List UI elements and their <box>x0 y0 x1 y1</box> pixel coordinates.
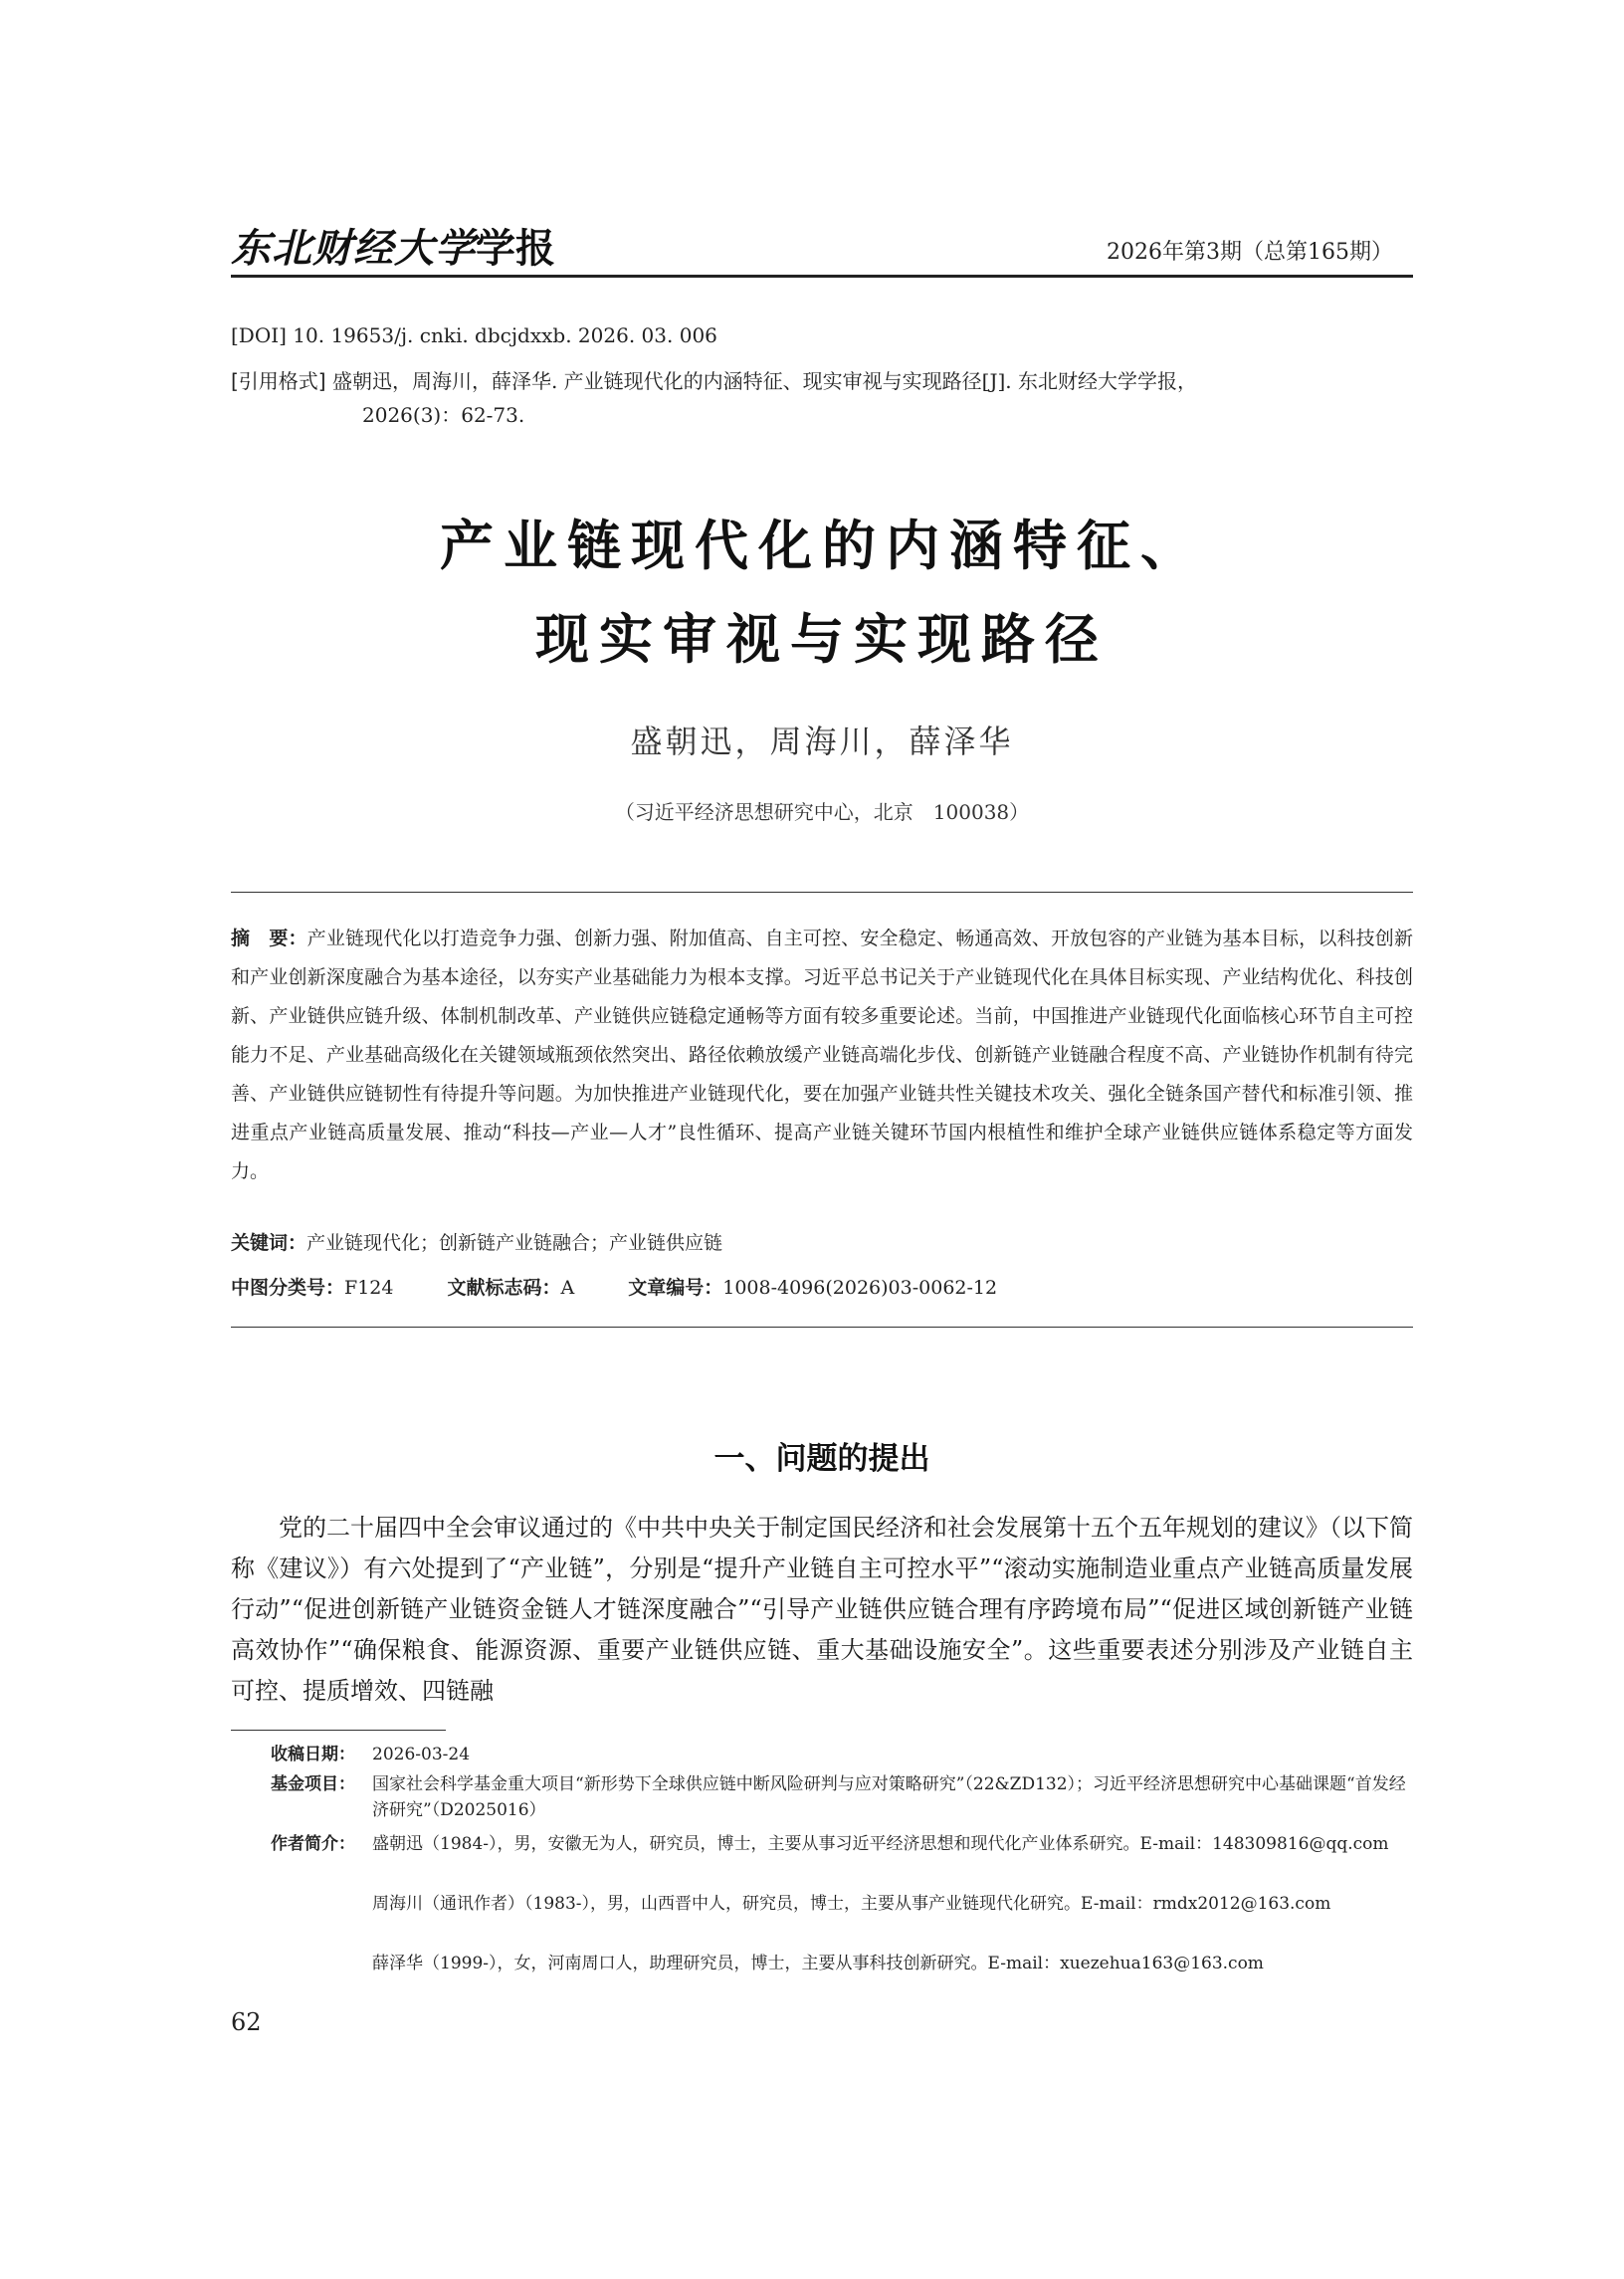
footnote-received <box>271 1742 1413 1767</box>
abstract-text: 产业链现代化以打造竞争力强、创新力强、附加值高、自主可控、安全稳定、畅通高效、开放包容的产业链为基本目标，以科技创新和产业创新深度融合为基本途径，以夯实产业基础能力为根本支撑。习近平总书记关于产业链现代化在具体目标实现、产业结构优化、科技创新、产业链供应链升级、体制机制改革、产业链供应链稳定通畅等方面有较多重要论述。当前，中国推进产业链现代化面临核心环节自主可控能力不足、产业基础高级化在关键领域瓶颈依然突出、路径依赖放缓产业链高端化步伐、创新链产业链融合程度不高、产业链协作机制有待完善、产业链供应链韧性有待提升等问题。为加快推进产业链现代化，要在加强产业链共性关键技术攻关、强化全链条国产替代和标准引领、推进重点产业链高质量发展、推动“科技—产业—人才”良性循环、提高产业链关键环节国内根植性和维护全球产业链供应链体系稳定等方面发力。 <box>231 928 1413 1182</box>
journal-name-stylized: 东北财经大学 <box>231 225 476 272</box>
page-number: 62 <box>231 2008 262 2036</box>
clc-label: 中图分类号： <box>231 1277 345 1299</box>
footnote-bio <box>271 1831 1413 1857</box>
bio-author-3: 薛泽华（1999-），女，河南周口人，助理研究员，博士，主要从事科技创新研究。E-mail：xuezehua163@163.com <box>372 1954 1264 1973</box>
keywords-label: 关键词： <box>231 1232 307 1254</box>
citation-continuation: 2026(3)：62-73. <box>362 403 525 427</box>
received-label: 收稿日期： <box>271 1745 355 1764</box>
citation-label: [引用格式] <box>231 369 326 393</box>
doi-line: [DOI] 10. 19653/j. cnki. dbcjdxxb. 2026. 03. 006 <box>231 323 717 347</box>
authors: 盛朝迅，周海川，薛泽华 <box>630 723 1014 760</box>
fund-value: 国家社会科学基金重大项目“新形势下全球供应链中断风险研判与应对策略研究”（22&ZD132）；习近平经济思想研究中心基础课题“首发经济研究”（D2025016） <box>372 1774 1406 1820</box>
bio-label: 作者简介： <box>271 1834 355 1854</box>
doc-code-label: 文献标志码： <box>447 1277 561 1299</box>
fund-label: 基金项目： <box>271 1774 355 1794</box>
title-line-2: 现实审视与实现路径 <box>535 608 1109 671</box>
abstract <box>231 920 1413 1191</box>
issue-info: 2026年第3期（总第165期） <box>1107 240 1393 265</box>
received-value: 2026-03-24 <box>372 1745 471 1764</box>
abstract-bottom-rule <box>231 1327 1413 1328</box>
journal-logo <box>231 217 555 274</box>
title-line-1: 产业链现代化的内涵特征、 <box>440 515 1204 577</box>
footnote-rule <box>231 1730 446 1731</box>
section-heading: 一、问题的提出 <box>713 1441 930 1477</box>
classification-line <box>231 1273 997 1300</box>
bio-author-1: 盛朝迅（1984-），男，安徽无为人，研究员，博士，主要从事习近平经济思想和现代化产业体系研究。E-mail：148309816@qq.com <box>372 1834 1389 1854</box>
journal-name-suffix: 学报 <box>476 225 555 272</box>
body-paragraph: 党的二十届四中全会审议通过的《中共中央关于制定国民经济和社会发展第十五个五年规划的建议》（以下简称《建议》）有六处提到了“产业链”，分别是“提升产业链自主可控水平”“滚动实施制造业重点产业链高质量发展行动”“促进创新链产业链资金链人才链深度融合”“引导产业链供应链合理有序跨境布局”“促进区域创新链产业链高效协作”“确保粮食、能源资源、重要产业链供应链、重大基础设施安全”。这些重要表述分别涉及产业链自主可控、提质增效、四链融 <box>231 1514 1413 1705</box>
article-number-value: 1008-4096(2026)03-0062-12 <box>722 1277 998 1299</box>
doc-code-value: A <box>560 1277 575 1299</box>
bio-author-2: 周海川（通讯作者）（1983-），男，山西晋中人，研究员，博士，主要从事产业链现代化研究。E-mail：rmdx2012@163.com <box>372 1894 1331 1914</box>
article-number-label: 文章编号： <box>628 1277 723 1299</box>
citation-line <box>231 362 1413 400</box>
affiliation: （习近平经济思想研究中心，北京 100038） <box>614 800 1030 824</box>
keywords <box>231 1228 722 1255</box>
article-title <box>231 500 1413 687</box>
keywords-text: 产业链现代化；创新链产业链融合；产业链供应链 <box>306 1232 723 1254</box>
citation-text: 盛朝迅，周海川，薛泽华. 产业链现代化的内涵特征、现实审视与实现路径[J]. 东北财经大学学报， <box>331 369 1198 393</box>
footnote-fund <box>271 1771 1413 1823</box>
clc-value: F124 <box>344 1277 394 1299</box>
abstract-label: 摘 要： <box>231 928 307 949</box>
header-rule <box>231 275 1413 278</box>
abstract-top-rule <box>231 892 1413 893</box>
